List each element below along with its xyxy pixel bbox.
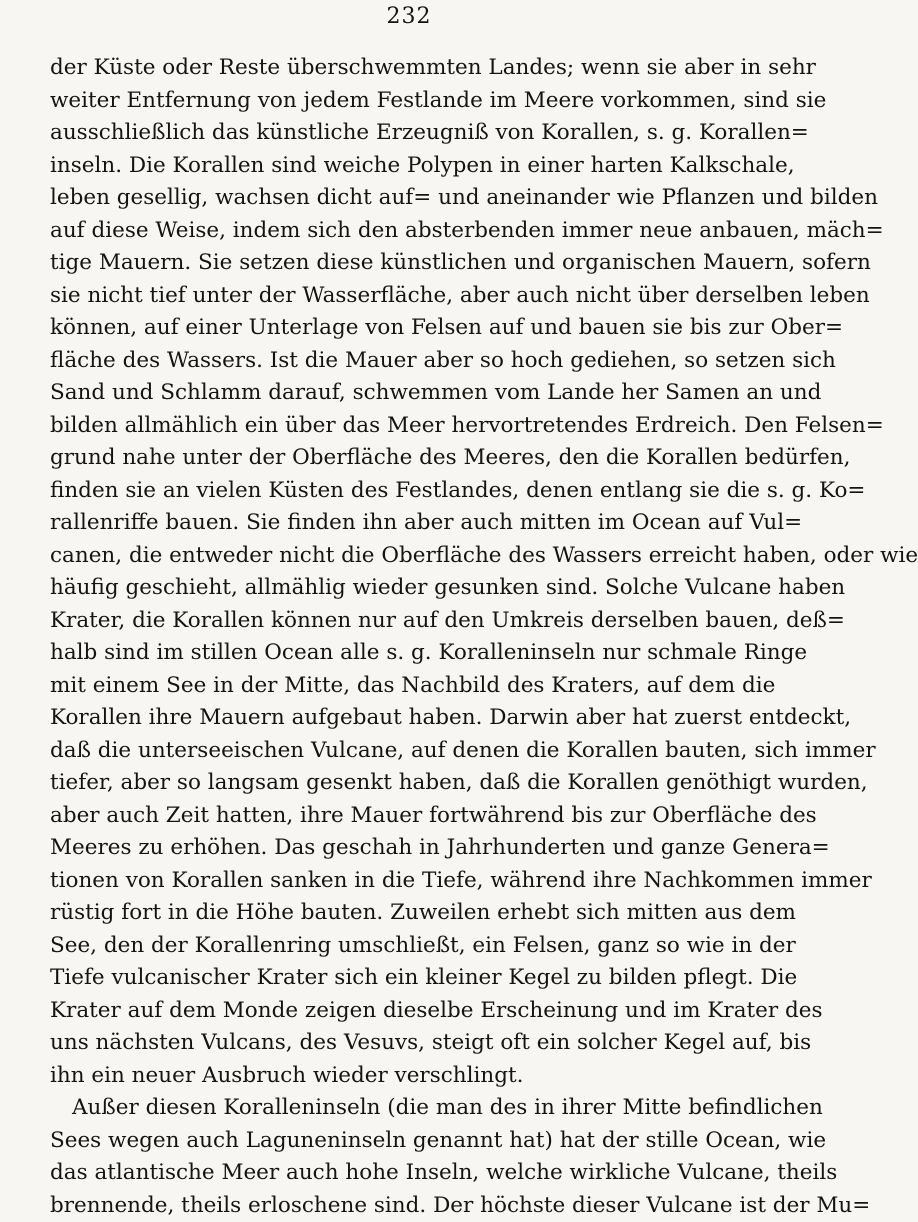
- text-line: ausschließlich das künstliche Erzeugniß von Korallen, s. g. Korallen=: [50, 117, 772, 150]
- text-line: weiter Entfernung von jedem Festlande im Meere vorkommen, sind sie: [50, 85, 772, 118]
- text-line: mit einem See in der Mitte, das Nachbild des Kraters, auf dem die: [50, 670, 772, 703]
- text-line: Meeres zu erhöhen. Das geschah in Jahrhunderten und ganze Genera=: [50, 832, 772, 865]
- text-line: finden sie an vielen Küsten des Festlandes, denen entlang sie die s. g. Ko=: [50, 475, 772, 508]
- text-line: halb sind im stillen Ocean alle s. g. Koralleninseln nur schmale Ringe: [50, 637, 772, 670]
- text-line: das atlantische Meer auch hohe Inseln, welche wirkliche Vulcane, theils: [50, 1157, 772, 1190]
- text-line: sie nicht tief unter der Wasserfläche, aber auch nicht über derselben leben: [50, 280, 772, 313]
- text-line: Sand und Schlamm darauf, schwemmen vom Lande her Samen an und: [50, 377, 772, 410]
- text-line: aber auch Zeit hatten, ihre Mauer fortwährend bis zur Oberfläche des: [50, 800, 772, 833]
- page-number: 232: [0, 4, 818, 29]
- text-line: rüstig fort in die Höhe bauten. Zuweilen erhebt sich mitten aus dem: [50, 897, 772, 930]
- text-line: Korallen ihre Mauern aufgebaut haben. Darwin aber hat zuerst entdeckt,: [50, 702, 772, 735]
- text-line: Krater, die Korallen können nur auf den Umkreis derselben bauen, deß=: [50, 605, 772, 638]
- text-line: grund nahe unter der Oberfläche des Meeres, den die Korallen bedürfen,: [50, 442, 772, 475]
- text-line: uns nächsten Vulcans, des Vesuvs, steigt oft ein solcher Kegel auf, bis: [50, 1027, 772, 1060]
- text-line: der Küste oder Reste überschwemmten Landes; wenn sie aber in sehr: [50, 52, 772, 85]
- text-line: Tiefe vulcanischer Krater sich ein kleiner Kegel zu bilden pflegt. Die: [50, 962, 772, 995]
- text-line: brennende, theils erloschene sind. Der höchste dieser Vulcane ist der Mu=: [50, 1190, 772, 1222]
- body-text: [50, 52, 772, 1222]
- text-line: tionen von Korallen sanken in die Tiefe, während ihre Nachkommen immer: [50, 865, 772, 898]
- text-line: leben gesellig, wachsen dicht auf= und aneinander wie Pflanzen und bilden: [50, 182, 772, 215]
- text-line: fläche des Wassers. Ist die Mauer aber so hoch gediehen, so setzen sich: [50, 345, 772, 378]
- paragraph: [50, 1092, 772, 1222]
- text-line: Sees wegen auch Laguneninseln genannt hat) hat der stille Ocean, wie: [50, 1125, 772, 1158]
- text-line: bilden allmählich ein über das Meer hervortretendes Erdreich. Den Felsen=: [50, 410, 772, 443]
- text-line: canen, die entweder nicht die Oberfläche des Wassers erreicht haben, oder wie: [50, 540, 772, 573]
- text-line: ihn ein neuer Ausbruch wieder verschlingt.: [50, 1060, 772, 1093]
- text-line: können, auf einer Unterlage von Felsen auf und bauen sie bis zur Ober=: [50, 312, 772, 345]
- text-line: rallenriffe bauen. Sie finden ihn aber auch mitten im Ocean auf Vul=: [50, 507, 772, 540]
- text-line: Außer diesen Koralleninseln (die man des in ihrer Mitte befindlichen: [50, 1092, 772, 1125]
- text-line: See, den der Korallenring umschließt, ein Felsen, ganz so wie in der: [50, 930, 772, 963]
- text-line: daß die unterseeischen Vulcane, auf denen die Korallen bauten, sich immer: [50, 735, 772, 768]
- text-line: tiefer, aber so langsam gesenkt haben, daß die Korallen genöthigt wurden,: [50, 767, 772, 800]
- paragraph: [50, 52, 772, 1092]
- text-line: Krater auf dem Monde zeigen dieselbe Erscheinung und im Krater des: [50, 995, 772, 1028]
- text-line: inseln. Die Korallen sind weiche Polypen in einer harten Kalkschale,: [50, 150, 772, 183]
- text-line: auf diese Weise, indem sich den absterbenden immer neue anbauen, mäch=: [50, 215, 772, 248]
- text-line: tige Mauern. Sie setzen diese künstlichen und organischen Mauern, sofern: [50, 247, 772, 280]
- text-line: häufig geschieht, allmählig wieder gesunken sind. Solche Vulcane haben: [50, 572, 772, 605]
